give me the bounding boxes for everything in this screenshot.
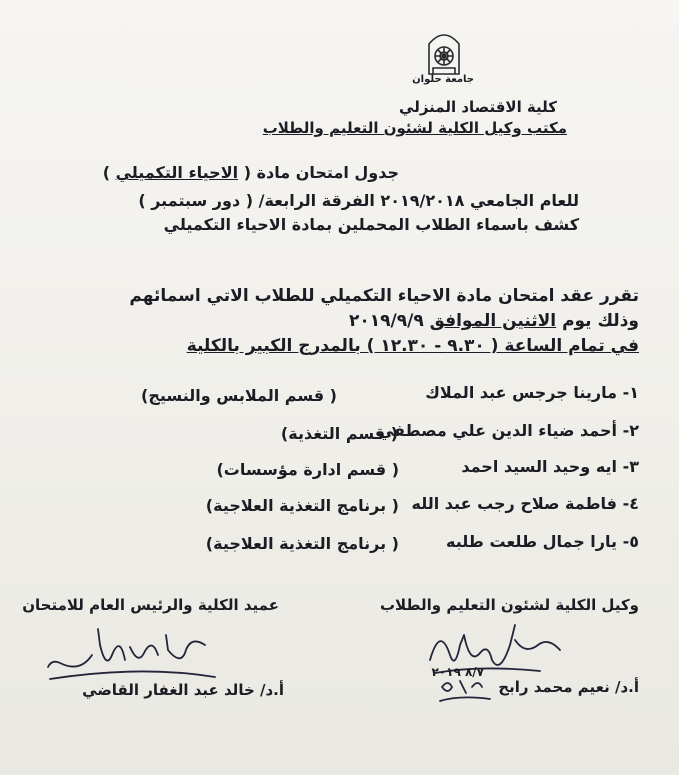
student-department: ( قسم الملابس والنسيج) — [141, 386, 337, 405]
student-number: ٣ — [629, 457, 639, 476]
exam-day: الاثنين الموافق — [429, 311, 557, 331]
student-row-3: ٣- ايه وحيد السيد احمد — [461, 457, 639, 476]
title-suffix: ) — [102, 163, 110, 182]
decision-line-2 — [349, 311, 639, 331]
subject-name: الاحياء التكميلي — [115, 163, 239, 182]
student-department: ( قسم التغذية) — [280, 424, 398, 443]
dean-name: أ.د/ خالد عبد الغفار القاضي — [82, 681, 284, 699]
student-row-2: ٢- أحمد ضياء الدين علي مصطفي — [377, 421, 639, 440]
student-name: أحمد ضياء الدين علي مصطفي — [377, 421, 618, 440]
student-row-4: ٤- فاطمة صلاح رجب عبد الله — [411, 494, 639, 513]
decision-line-1: تقرر عقد امتحان مادة الاحياء التكميلي للطلاب الاتي اسمائهم — [129, 286, 639, 306]
exam-schedule-title — [103, 163, 399, 182]
college-name: كلية الاقتصاد المنزلي — [399, 98, 557, 116]
student-row-5: ٥- يارا جمال طلعت طلبه — [446, 532, 639, 551]
student-department: ( برنامج التغذية العلاجية) — [205, 534, 399, 553]
student-number: ٥ — [629, 532, 639, 551]
student-name: مارينا جرجس عبد الملاك — [425, 383, 618, 402]
dean-signature — [40, 615, 220, 690]
student-name: يارا جمال طلعت طلبه — [446, 532, 618, 551]
student-department: ( برنامج التغذية العلاجية) — [205, 496, 399, 515]
student-name: ايه وحيد السيد احمد — [461, 457, 618, 476]
student-name: فاطمة صلاح رجب عبد الله — [411, 494, 618, 513]
day-prefix: وذلك يوم — [562, 311, 639, 331]
logo-text: جامعة حلوان — [412, 74, 474, 85]
office-name: مكتب وكيل الكلية لشئون التعليم والطلاب — [262, 119, 567, 137]
academic-year-line: للعام الجامعي ٢٠١٩/٢٠١٨ الفرقة الرابعة/ ( دور سبتمبر ) — [138, 191, 579, 210]
exam-time-place: في تمام الساعة ( ٩.٣٠ - ١٢.٣٠ ) بالمدرج الكبير بالكلية — [186, 336, 639, 356]
handwritten-date: ٨/٧ ٢٠١٩ — [431, 665, 484, 679]
student-number: ٢ — [629, 421, 639, 440]
student-department: ( قسم ادارة مؤسسات) — [216, 460, 399, 479]
student-row-1: ١- مارينا جرجس عبد الملاك — [425, 383, 639, 402]
student-number: ١ — [629, 383, 639, 402]
dean-title: عميد الكلية والرئيس العام للامتحان — [22, 596, 279, 614]
vice-dean-title: وكيل الكلية لشئون التعليم والطلاب — [379, 596, 639, 614]
student-number: ٤ — [629, 494, 639, 513]
vice-dean-name: أ.د/ نعيم محمد رابح — [498, 678, 639, 696]
students-list-caption: كشف باسماء الطلاب المحملين بمادة الاحياء التكميلي — [163, 215, 579, 234]
title-prefix: جدول امتحان مادة ( — [243, 163, 399, 182]
exam-date: ٢٠١٩/٩/٩ — [349, 311, 424, 331]
